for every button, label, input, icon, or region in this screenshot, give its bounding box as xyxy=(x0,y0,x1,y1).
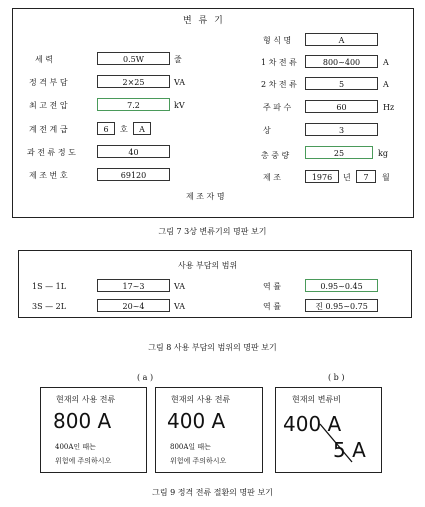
panel1-note2: 위험에 주의하시오 xyxy=(55,457,112,465)
unit-rated-burden: VA xyxy=(174,78,186,87)
unit-max-voltage: kV xyxy=(174,101,185,110)
fig7-maker: 제 조 자 명 xyxy=(186,192,225,201)
relay-class-mid: 호 xyxy=(120,125,128,134)
unit-secondary: A xyxy=(383,80,389,89)
value-month: 7 xyxy=(356,170,376,183)
panel2-note1: 800A일 때는 xyxy=(170,443,211,451)
fig8-row2-value: 20~4 xyxy=(97,299,170,312)
fig8-caption: 그림 8 사용 부담의 범위의 명판 보기 xyxy=(148,343,277,352)
value-frequency: 60 xyxy=(305,100,378,113)
panel3-denominator: 5 A xyxy=(333,438,366,462)
value-weight: 25 xyxy=(305,146,373,159)
value-rated-burden: 2×25 xyxy=(97,75,170,88)
fig9-label-a: ( a ) xyxy=(137,373,154,382)
fig8-row2-unit: VA xyxy=(174,302,186,311)
label-serial: 제 조 번 호 xyxy=(29,171,68,180)
fig7-caption: 그림 7 3상 변류기의 명판 보기 xyxy=(158,227,267,236)
value-max-voltage: 7.2 xyxy=(97,98,170,111)
value-overcurrent: 40 xyxy=(97,145,170,158)
fig8-row1-rlabel: 역 률 xyxy=(263,282,281,291)
value-secondary: 5 xyxy=(305,77,378,90)
fig8-row1-unit: VA xyxy=(174,282,186,291)
value-phase: 3 xyxy=(305,123,378,136)
fig8-row1-value: 17~3 xyxy=(97,279,170,292)
panel3-title: 현재의 변류비 xyxy=(292,395,341,404)
fig8-row1-label: 1S — 1L xyxy=(32,282,67,291)
panel3-numerator: 400 A xyxy=(283,412,342,436)
panel2-note2: 위험에 주의하시오 xyxy=(170,457,227,465)
fig9-caption: 그림 9 정격 전류 절환의 명판 보기 xyxy=(152,488,273,497)
fig7-title: 변 류 기 xyxy=(183,16,225,26)
label-phase: 상 xyxy=(263,126,271,135)
label-manufactured: 제 조 xyxy=(263,173,281,182)
fig8-title: 사용 부담의 범위 xyxy=(178,261,238,270)
fig9-label-b: ( b ) xyxy=(328,373,345,382)
fig8-row2-rlabel: 역 률 xyxy=(263,302,281,311)
unit-weight: kg xyxy=(378,149,388,158)
panel1-title: 현재의 사용 전류 xyxy=(56,395,116,404)
label-primary: 1 차 전 류 xyxy=(261,58,297,67)
value-relay-class-2: A xyxy=(133,122,151,135)
value-type: A xyxy=(305,33,378,46)
value-serial: 69120 xyxy=(97,168,170,181)
label-weight: 총 중 량 xyxy=(261,151,290,160)
label-secondary: 2 차 전 류 xyxy=(261,80,297,89)
panel1-note1: 400A인 때는 xyxy=(55,443,96,451)
unit-output: 줄 xyxy=(174,55,182,64)
unit-frequency: Hz xyxy=(383,103,395,112)
label-frequency: 주 파 수 xyxy=(263,103,292,112)
label-type: 형 식 명 xyxy=(263,36,292,45)
value-year: 1976 xyxy=(305,170,339,183)
label-output: 세 력 xyxy=(35,55,53,64)
fig8-row1-rvalue: 0.95~0.45 xyxy=(305,279,378,292)
value-relay-class: 6 xyxy=(97,122,115,135)
fig8-row2-label: 3S — 2L xyxy=(32,302,67,311)
fig8-row2-rvalue: 진 0.95~0.75 xyxy=(305,299,378,312)
label-rated-burden: 정 격 부 담 xyxy=(29,78,68,87)
year-unit: 년 xyxy=(343,173,351,182)
value-primary: 800~400 xyxy=(305,55,378,68)
unit-primary: A xyxy=(383,58,389,67)
panel2-value: 400 A xyxy=(167,409,226,433)
label-relay-class: 계 전 계 급 xyxy=(29,125,68,134)
label-max-voltage: 최 고 전 압 xyxy=(29,101,68,110)
value-output: 0.5W xyxy=(97,52,170,65)
month-unit: 월 xyxy=(382,173,390,182)
panel1-value: 800 A xyxy=(53,409,112,433)
panel2-title: 현재의 사용 전류 xyxy=(171,395,231,404)
label-overcurrent: 과 전 류 정 도 xyxy=(27,148,76,157)
